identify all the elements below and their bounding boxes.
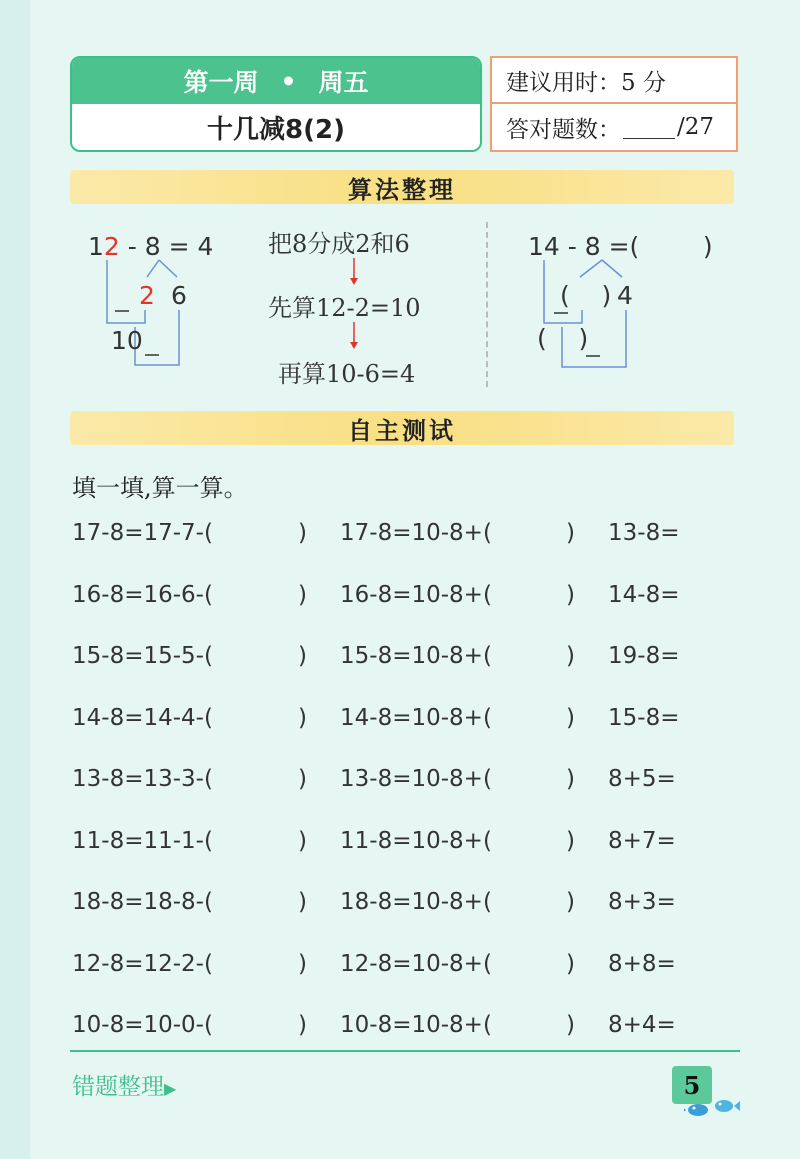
- exercise-item: [72, 705, 213, 731]
- arrow-down-icon: [348, 258, 360, 286]
- answer-blank-close[interactable]: ): [298, 766, 307, 792]
- left-eq-tens: 1: [88, 232, 104, 261]
- answer-blank-close[interactable]: ): [566, 828, 575, 854]
- left-split-diagram: [95, 255, 195, 370]
- exercise-prompt: 12-8=12-2-(: [72, 951, 213, 977]
- week-day-banner: [72, 58, 480, 104]
- suggested-time: 建议用时：5 分: [492, 58, 736, 104]
- exercise-prompt: 16-8=10-8+(: [340, 582, 492, 608]
- answer-blank-close[interactable]: ): [298, 643, 307, 669]
- right-split-blank[interactable]: ( ): [560, 281, 612, 310]
- exercise-prompt: 11-8=10-8+(: [340, 828, 492, 854]
- exercise-item: [608, 705, 679, 731]
- exercise-prompt: 19-8=: [608, 643, 680, 669]
- exercise-prompt: 10-8=10-0-(: [72, 1012, 213, 1038]
- score-box: [490, 56, 738, 152]
- left-eq-rest: - 8 = 4: [119, 232, 214, 261]
- exercise-prompt: 14-8=10-8+(: [340, 705, 492, 731]
- exercise-prompt: 11-8=11-1-(: [72, 828, 213, 854]
- correct-count-label: 答对题数：: [506, 116, 621, 143]
- answer-blank-close[interactable]: ): [566, 643, 575, 669]
- right-split-value: 4: [617, 281, 633, 310]
- exercise-item: [608, 1012, 676, 1038]
- exercise-prompt: 8+7=: [608, 828, 676, 854]
- answer-blank-close[interactable]: ): [298, 705, 307, 731]
- exercise-item: [72, 828, 213, 854]
- exercise-item: [72, 766, 213, 792]
- play-arrow-icon: ▶: [164, 1079, 177, 1098]
- exercise-item: [608, 828, 676, 854]
- section-self-test-header: 自主测试: [70, 411, 734, 445]
- exercise-item: [72, 951, 213, 977]
- exercise-item: [340, 582, 492, 608]
- week-title-box: [70, 56, 482, 152]
- exercise-item: [340, 643, 492, 669]
- exercise-item: [340, 520, 492, 546]
- exercise-prompt: 18-8=18-8-(: [72, 889, 213, 915]
- left-eq-ones: 2: [103, 232, 120, 261]
- answer-blank-close[interactable]: ): [298, 582, 307, 608]
- right-equation: 14 - 8 =( ): [528, 232, 713, 261]
- exercise-prompt: 8+4=: [608, 1012, 676, 1038]
- exercise-item: [72, 582, 213, 608]
- exercise-item: [340, 705, 492, 731]
- exercise-item: [608, 582, 679, 608]
- exercise-item: [340, 889, 492, 915]
- exercise-item: [72, 1012, 213, 1038]
- answer-blank-close[interactable]: ): [298, 951, 307, 977]
- page-number: 5: [672, 1066, 712, 1104]
- answer-blank-close[interactable]: ): [298, 828, 307, 854]
- step-3: 再算10-6=4: [278, 360, 416, 388]
- exercise-prompt: 13-8=13-3-(: [72, 766, 213, 792]
- exercise-prompt: 15-8=15-5-(: [72, 643, 213, 669]
- right-split-diagram: [530, 255, 640, 373]
- wrong-review-label: [72, 1068, 176, 1101]
- answer-blank-close[interactable]: ): [298, 1012, 307, 1038]
- answer-blank-close[interactable]: ): [566, 520, 575, 546]
- left-ten: 10: [111, 326, 143, 355]
- page-spine: [0, 0, 30, 1159]
- answer-blank-close[interactable]: ): [566, 766, 575, 792]
- exercise-prompt: 14-8=14-4-(: [72, 705, 213, 731]
- answer-blank-close[interactable]: ): [566, 951, 575, 977]
- right-ten-blank[interactable]: ( ): [537, 324, 589, 353]
- answer-blank-close[interactable]: ): [566, 582, 575, 608]
- section-algorithm-header: 算法整理: [70, 170, 734, 204]
- exercise-prompt: 8+8=: [608, 951, 676, 977]
- step-2: 先算12-2=10: [268, 294, 421, 322]
- exercise-prompt: 10-8=10-8+(: [340, 1012, 492, 1038]
- exercise-item: [340, 1012, 492, 1038]
- week-label: 第一周: [183, 68, 259, 97]
- exercise-prompt: 15-8=: [608, 705, 680, 731]
- exercise-prompt: 12-8=10-8+(: [340, 951, 492, 977]
- answer-blank-close[interactable]: ): [298, 889, 307, 915]
- exercise-item: [608, 766, 676, 792]
- exercise-item: [72, 889, 213, 915]
- exercise-item: [608, 889, 676, 915]
- exercise-prompt: 8+3=: [608, 889, 676, 915]
- step-1: 把8分成2和6: [268, 230, 410, 258]
- exercise-prompt: 17-8=10-8+(: [340, 520, 492, 546]
- exercise-prompt: 13-8=10-8+(: [340, 766, 492, 792]
- answer-blank-close[interactable]: ): [298, 520, 307, 546]
- exercise-item: [340, 951, 492, 977]
- exercise-prompt: 15-8=10-8+(: [340, 643, 492, 669]
- exercise-item: [608, 951, 676, 977]
- correct-count-row: [492, 104, 736, 150]
- instruction: 填一填,算一算。: [72, 474, 248, 502]
- answer-blank-close[interactable]: ): [566, 889, 575, 915]
- exercise-prompt: 14-8=: [608, 582, 680, 608]
- left-split-a: 2: [139, 281, 155, 310]
- exercise-prompt: 18-8=10-8+(: [340, 889, 492, 915]
- answer-blank-close[interactable]: ): [566, 1012, 575, 1038]
- arrow-down-icon: [348, 322, 360, 350]
- left-split-b: 6: [171, 281, 187, 310]
- exercise-item: [72, 643, 213, 669]
- exercise-prompt: 16-8=16-6-(: [72, 582, 213, 608]
- exercise-item: [608, 520, 679, 546]
- exercise-item: [340, 828, 492, 854]
- exercise-prompt: 8+5=: [608, 766, 676, 792]
- exercise-prompt: 13-8=: [608, 520, 680, 546]
- correct-count-blank[interactable]: [623, 116, 675, 139]
- fish-icon: [684, 1094, 744, 1124]
- exercise-item: [340, 766, 492, 792]
- exercise-item: [72, 520, 213, 546]
- separator-dot-icon: •: [280, 66, 297, 96]
- topic-title: 十几减8(2): [207, 114, 345, 145]
- exercise-prompt: 17-8=17-7-(: [72, 520, 213, 546]
- day-label: 周五: [318, 68, 369, 97]
- wrong-review-text: 错题整理: [72, 1074, 164, 1100]
- exercise-item: [608, 643, 679, 669]
- divider-dashed: [486, 222, 488, 387]
- footer-divider: [70, 1050, 740, 1052]
- correct-count-total: /27: [677, 114, 715, 140]
- answer-blank-close[interactable]: ): [566, 705, 575, 731]
